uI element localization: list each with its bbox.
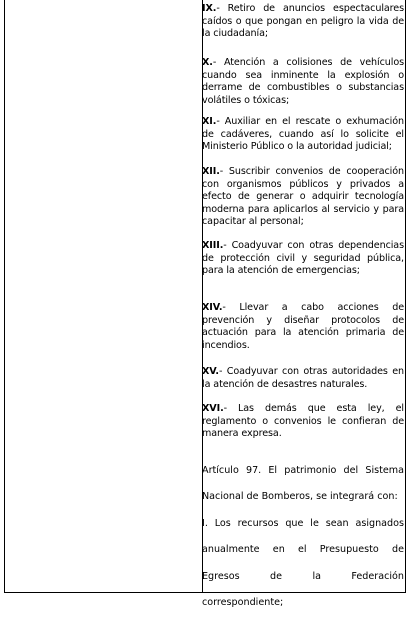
paragraph-xii: XII.- Suscribir convenios de cooperación con organismos públicos y privados a efecto de generar o adquirir tecnología moderna para aplicarlos al servicio y para capacitar al personal; xyxy=(202,166,404,228)
paragraph-xv: XV.- Coadyuvar con otras autoridades en la atención de desastres naturales. xyxy=(202,366,404,390)
paragraph-xvi: XVI.- Las demás que esta ley, el reglamento o convenios le confieran de manera expresa. xyxy=(202,403,404,440)
paragraph-xi: XI.- Auxiliar en el rescate o exhumación de cadáveres, cuando así lo solicite el Ministerio Público o la autoridad judicial; xyxy=(202,116,404,153)
article-97-item-i: I. Los recursos que le sean asignados anualmente en el Presupuesto de Egresos de la Federación correspondiente; xyxy=(202,518,404,609)
left-border xyxy=(4,0,5,593)
paragraph-x: X.- Atención a colisiones de vehículos cuando sea inminente la explosión o derrame de combustibles o substancias volátiles o tóxicas; xyxy=(202,57,404,106)
paragraph-xiii: XIII.- Coadyuvar con otras dependencias de protección civil y seguridad pública, para la atención de emergencias; xyxy=(202,240,404,277)
article-97-heading: Artículo 97. El patrimonio del Sistema Nacional de Bomberos, se integrará con: xyxy=(202,465,404,503)
paragraph-xiv: XIV.- Llevar a cabo acciones de prevención y diseñar protocolos de actuación para la atención primaria de incendios. xyxy=(202,302,404,351)
right-border xyxy=(405,0,406,593)
paragraph-ix: IX.- Retiro de anuncios espectaculares caídos o que pongan en peligro la vida de la ciudadanía; xyxy=(202,3,404,40)
